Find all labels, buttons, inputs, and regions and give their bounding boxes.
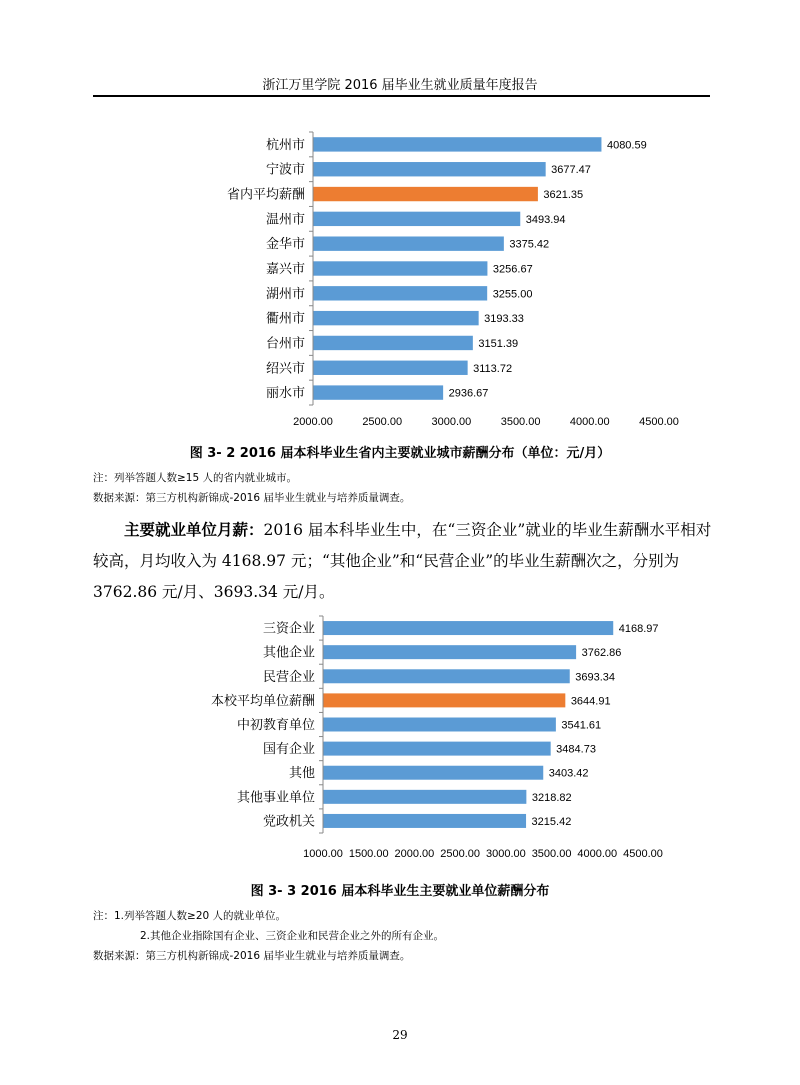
bar: [314, 336, 473, 350]
bar: [324, 669, 570, 683]
bar: [314, 187, 538, 201]
bar: [324, 693, 566, 707]
category-label: 国有企业: [262, 742, 315, 758]
value-label: 3113.72: [473, 362, 513, 375]
bar: [314, 361, 468, 375]
category-label: 党政机关: [262, 814, 315, 830]
category-label: 省内平均薪酬: [226, 187, 305, 203]
value-label: 3375.42: [509, 238, 550, 251]
x-tick-label: 2500.00: [362, 416, 403, 428]
x-tick-label: 4500.00: [639, 416, 679, 428]
category-label: 中初教育单位: [236, 718, 315, 733]
x-tick-label: 1000.00: [303, 848, 343, 860]
bar: [324, 766, 544, 780]
figure-3-2-caption: 图 3- 2 2016 届本科毕业生省内主要就业城市薪酬分布（单位：元/月）: [189, 446, 611, 461]
bar: [324, 790, 527, 804]
figure-3-3-source: 数据来源：第三方机构新锦成-2016 届毕业生就业与培养质量调查。: [93, 950, 411, 962]
paragraph-body: 2016 届本科毕业生中，在“三资企业”就业的毕业生薪酬水平相对较高，月均收入为 4168.97 元；“其他企业”和“民营企业”的毕业生薪酬次之，分别为 3762.86 元/月、3693.34 元/月。: [93, 521, 712, 601]
x-tick-label: 2000.00: [293, 416, 333, 428]
category-label: 民营企业: [262, 669, 315, 685]
value-label: 4080.59: [606, 139, 647, 152]
category-label: 台州市: [265, 336, 305, 352]
figure-3-3-caption: 图 3- 3 2016 届本科毕业生主要就业单位薪酬分布: [250, 884, 550, 899]
category-label: 嘉兴市: [265, 262, 305, 277]
page-header: 浙江万里学院 2016 届毕业生就业质量年度报告: [262, 78, 538, 93]
bar: [324, 718, 556, 732]
value-label: 3218.82: [531, 791, 572, 804]
value-label: 3256.67: [492, 263, 533, 276]
x-tick-label: 4500.00: [623, 848, 663, 860]
category-label: 三资企业: [262, 621, 315, 637]
bar: [314, 261, 488, 275]
value-label: 3693.34: [575, 671, 616, 684]
value-label: 3541.61: [561, 719, 602, 732]
figure-3-2-note: 注：列举答题人数≥15 人的省内就业城市。: [93, 472, 297, 484]
x-tick-label: 2000.00: [394, 848, 435, 860]
bar: [314, 162, 546, 176]
category-label: 衢州市: [265, 311, 305, 327]
value-label: 3762.86: [581, 647, 622, 660]
x-tick-label: 4000.00: [569, 416, 610, 428]
category-label: 宁波市: [265, 162, 305, 178]
bar: [314, 286, 488, 300]
category-label: 丽水市: [265, 386, 305, 402]
category-label: 本校平均单位薪酬: [210, 693, 315, 709]
category-label: 绍兴市: [265, 361, 305, 377]
value-label: 3493.94: [525, 213, 566, 226]
category-label: 温州市: [265, 212, 305, 228]
header-rule: [93, 95, 710, 97]
value-label: 3644.91: [570, 695, 611, 708]
value-label: 3677.47: [551, 164, 591, 177]
category-label: 杭州市: [265, 137, 305, 153]
x-tick-label: 3000.00: [431, 416, 472, 428]
category-label: 湖州市: [265, 286, 305, 302]
bar: [324, 621, 614, 635]
paragraph-lead: 主要就业单位月薪：: [124, 520, 264, 539]
employer-salary-chart: [0, 605, 800, 860]
bar: [314, 212, 521, 226]
x-tick-label: 3500.00: [531, 848, 572, 860]
category-label: 其他事业单位: [236, 790, 315, 806]
figure-3-3-note-2: 2.其他企业指除国有企业、三资企业和民营企业之外的所有企业。: [140, 930, 445, 942]
figure-3-3-note-1: 注：1.列举答题人数≥20 人的就业单位。: [93, 910, 287, 922]
salary-paragraph: [93, 514, 718, 608]
x-tick-label: 3500.00: [500, 416, 541, 428]
category-label: 金华市: [265, 237, 305, 253]
bar: [314, 236, 504, 250]
bar: [324, 645, 577, 659]
value-label: 4168.97: [618, 623, 659, 636]
bar: [314, 311, 479, 325]
value-label: 2936.67: [448, 387, 489, 400]
figure-3-2-source: 数据来源：第三方机构新锦成-2016 届毕业生就业与培养质量调查。: [93, 492, 411, 504]
value-label: 3193.33: [484, 313, 524, 326]
bar: [324, 814, 527, 828]
value-label: 3151.39: [478, 337, 519, 350]
page-number: 29: [392, 1028, 408, 1042]
value-label: 3255.00: [492, 288, 533, 301]
city-salary-chart: [0, 120, 800, 430]
x-tick-label: 3000.00: [485, 848, 526, 860]
x-tick-label: 1500.00: [348, 848, 389, 860]
bar: [314, 137, 602, 151]
value-label: 3484.73: [556, 743, 596, 756]
category-label: 其他: [288, 766, 315, 782]
value-label: 3621.35: [543, 189, 584, 202]
bar: [314, 385, 444, 399]
x-tick-label: 2500.00: [440, 848, 481, 860]
value-label: 3215.42: [531, 815, 572, 828]
value-label: 3403.42: [548, 767, 589, 780]
category-label: 其他企业: [262, 645, 315, 661]
bar: [324, 742, 551, 756]
x-tick-label: 4000.00: [577, 848, 618, 860]
